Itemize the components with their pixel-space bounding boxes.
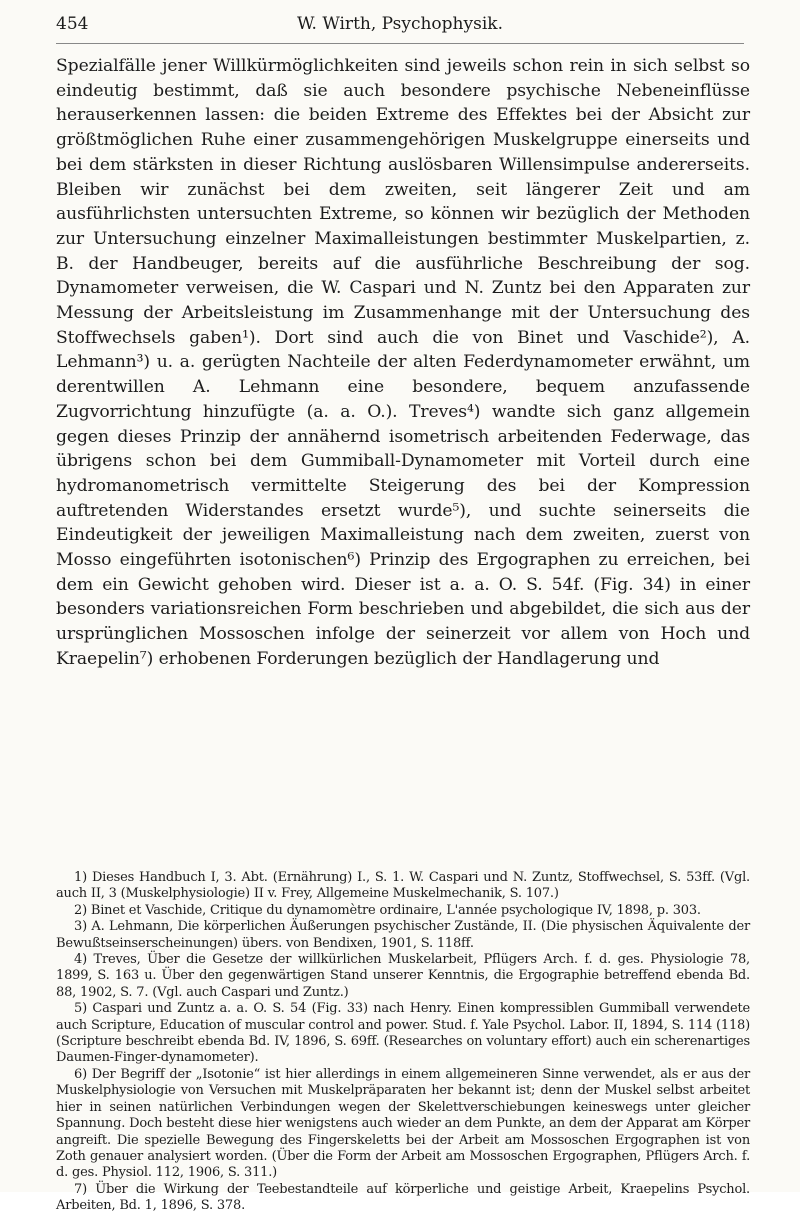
page-number: 454 <box>56 14 89 34</box>
main-text <box>56 54 750 672</box>
body-paragraph: Spezialfälle jener Willkürmöglichkeiten sind jeweils schon rein in sich selbst so eindeutig bestimmt, daß sie auch besondere psychische Nebeneinflüsse herauserkennen lassen: die beiden Extreme des Effektes bei der Absicht zur größtmöglichen Ruhe einer zusammengehörigen Muskelgruppe einerseits und bei dem stärksten in dieser Richtung auslösbaren Willensimpulse andererseits. Bleiben wir zunächst bei dem zweiten, seit längerer Zeit und am ausführlichsten untersuchten Extreme, so können wir bezüglich der Methoden zur Untersuchung einzelner Maximalleistungen bestimmter Muskelpartien, z. B. der Handbeuger, bereits auf die ausführliche Beschreibung der sog. Dynamometer verweisen, die W. Caspari und N. Zuntz bei den Apparaten zur Messung der Arbeitsleistung im Zusammenhange mit der Untersuchung des Stoffwechsels gaben¹). Dort sind auch die von Binet und Vaschide²), A. Lehmann³) u. a. gerügten Nachteile der alten Federdynamometer erwähnt, um derentwillen A. Lehmann eine besondere, bequem anzufassende Zugvorrichtung hinzufügte (a. a. O.). Treves⁴) wandte sich ganz allgemein gegen dieses Prinzip der annähernd isometrisch arbeitenden Federwage, das übrigens schon bei dem Gummiball-Dynamometer mit Vorteil durch eine hydromanometrisch vermittelte Steigerung des bei der Kompression auftretenden Widerstandes ersetzt wurde⁵), und suchte seinerseits die Eindeutigkeit der jeweiligen Maximalleistung nach dem zweiten, zuerst von Mosso eingeführten isotonischen⁶) Prinzip des Ergographen zu erreichen, bei dem ein Gewicht gehoben wird. Dieser ist a. a. O. S. 54f. (Fig. 34) in einer besonders variationsreichen Form beschrieben und abgebildet, die sich aus der ursprünglichen Mossoschen infolge der seinerzeit vor allem von Hoch und Kraepelin⁷) erhobenen Forderungen bezüglich der Handlagerung und <box>56 56 750 669</box>
header-rule <box>56 43 744 44</box>
running-head <box>56 14 744 42</box>
footnote-4: 4) Treves, Über die Gesetze der willkürlichen Muskelarbeit, Pflügers Arch. f. d. ges. Physiologie 78, 1899, S. 163 u. Über den gegenwärtigen Stand unserer Kenntnis, die Ergographie betreffend ebenda Bd. 88, 1902, S. 7. (Vgl. auch Caspari und Zuntz.) <box>56 952 750 1000</box>
footnote-2: 2) Binet et Vaschide, Critique du dynamomètre ordinaire, L'année psychologique IV, 1898, p. 303. <box>74 902 701 918</box>
running-title: W. Wirth, Psychophysik. <box>297 14 503 34</box>
footnote-6: 6) Der Begriff der „Isotonie“ ist hier allerdings in einem allgemeineren Sinne verwendet, als er aus der Muskelphysiologie von Versuchen mit Muskelpräparaten her bekannt ist; denn der Muskel selbst arbeitet hier in seinen natürlichen Verbindungen wegen der Skelettverschiebungen keineswegs unter gleicher Spannung. Doch besteht diese hier wenigstens auch wieder an dem Punkte, an dem der Apparat am Körper angreift. Die spezielle Bewegung des Fingerskeletts bei der Arbeit am Mossoschen Ergographen ist von Zoth genauer analysiert worden. (Über die Form der Arbeit am Mossoschen Ergographen, Pflügers Arch. f. d. ges. Physiol. 112, 1906, S. 311.) <box>56 1066 750 1181</box>
footnote-7: 7) Über die Wirkung der Teebestandteile auf körperliche und geistige Arbeit, Kraepelins Psychol. Arbeiten, Bd. 1, 1896, S. 378. <box>56 1181 750 1214</box>
footnotes <box>56 870 750 1215</box>
footnote-1: 1) Dieses Handbuch I, 3. Abt. (Ernährung) I., S. 1. W. Caspari und N. Zuntz, Stoffwechsel, S. 53ff. (Vgl. auch II, 3 (Muskelphysiologie) II v. Frey, Allgemeine Muskelmechanik, S. 107.) <box>56 870 750 902</box>
footnote-5: 5) Caspari und Zuntz a. a. O. S. 54 (Fig. 33) nach Henry. Einen kompressiblen Gummiball verwendete auch Scripture, Education of muscular control and power. Stud. f. Yale Psychol. Labor. II, 1894, S. 114 (118) (Scripture beschreibt ebenda Bd. IV, 1896, S. 69ff. (Researches on voluntary effort) auch ein scherenartiges Daumen-Finger-dynamometer). <box>56 1001 750 1066</box>
footnote-3: 3) A. Lehmann, Die körperlichen Äußerungen psychischer Zustände, II. (Die physischen Äquivalente der Bewußtseinserscheinungen) übers. von Bendixen, 1901, S. 118ff. <box>56 919 750 951</box>
